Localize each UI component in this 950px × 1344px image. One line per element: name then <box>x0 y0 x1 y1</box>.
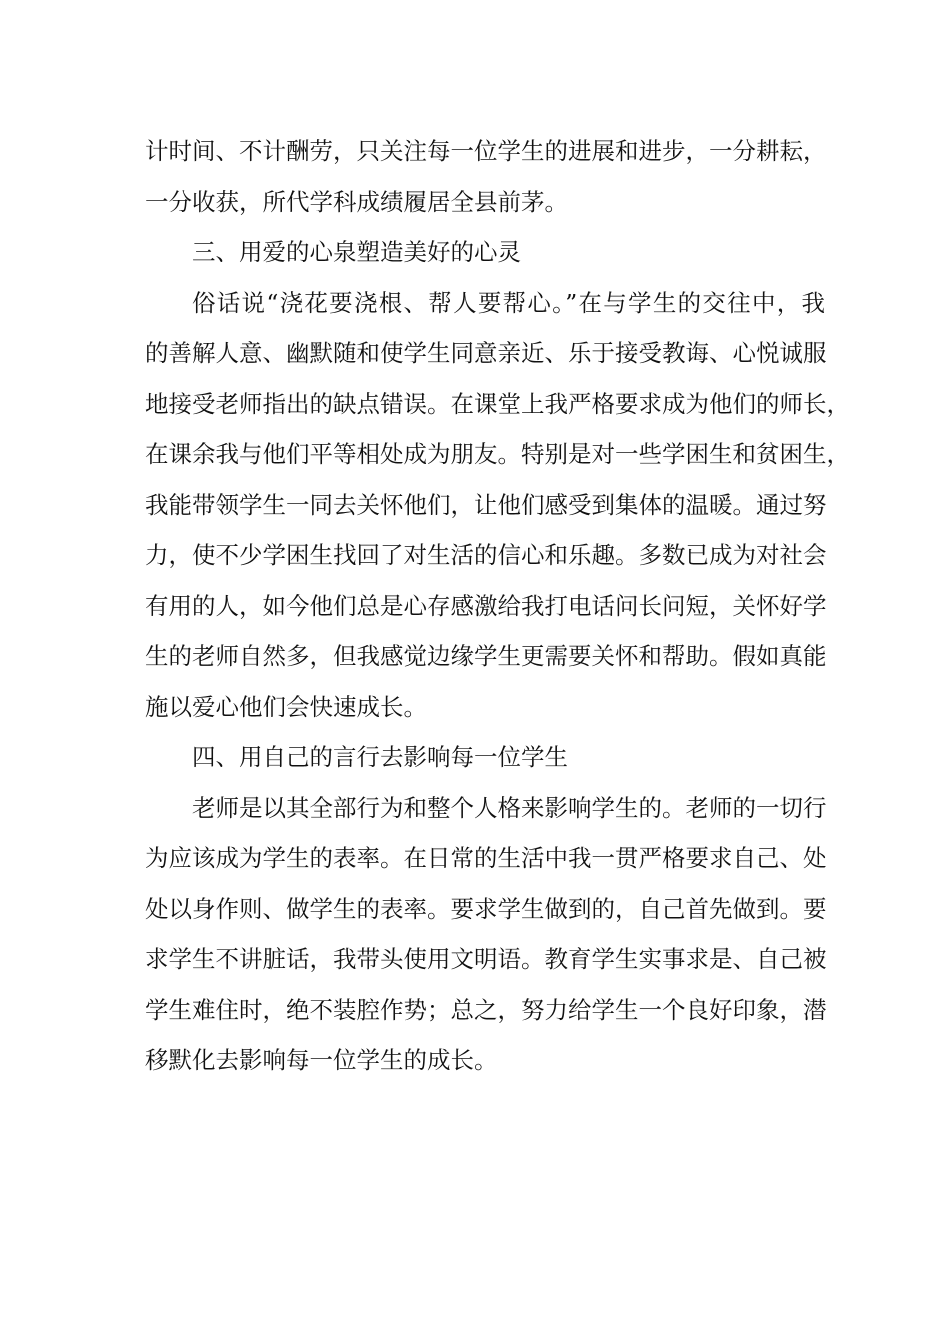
text-line: 为应该成为学生的表率。在日常的生活中我一贯严格要求自己、处 <box>145 844 827 872</box>
text-line: 求学生不讲脏话，我带头使用文明语。教育学生实事求是、自己被 <box>145 945 827 973</box>
text-line: 地接受老师指出的缺点错误。在课堂上我严格要求成为他们的师长， <box>145 389 850 418</box>
text-line: 计时间、不计酬劳，只关注每一位学生的进展和进步，一分耕耘， <box>145 137 827 165</box>
text-line: 老师是以其全部行为和整个人格来影响学生的。老师的一切行 <box>192 793 827 822</box>
document-body <box>145 126 850 1086</box>
text-line: 三、用爱的心泉塑造美好的心灵 <box>192 238 521 266</box>
text-line: 学生难住时，绝不装腔作势；总之，努力给学生一个良好印象，潜 <box>145 995 827 1024</box>
text-line: 移默化去影响每一位学生的成长。 <box>145 1046 498 1074</box>
text-line: 有用的人，如今他们总是心存感激给我打电话问长问短，关怀好学 <box>145 591 827 620</box>
text-line: 在课余我与他们平等相处成为朋友。特别是对一些学困生和贫困生， <box>145 440 850 468</box>
text-line: 俗话说“浇花要浇根、帮人要帮心。”在与学生的交往中，我 <box>192 288 825 317</box>
text-line: 施以爱心他们会快速成长。 <box>145 692 427 721</box>
text-line: 力，使不少学困生找回了对生活的信心和乐趣。多数已成为对社会 <box>145 541 827 569</box>
text-line: 的善解人意、幽默随和使学生同意亲近、乐于接受教诲、心悦诚服 <box>145 339 827 367</box>
text-line: 生的老师自然多，但我感觉边缘学生更需要关怀和帮助。假如真能 <box>145 642 827 670</box>
text-line: 一分收获，所代学科成绩履居全县前茅。 <box>145 187 568 216</box>
text-line: 我能带领学生一同去关怀他们，让他们感受到集体的温暖。通过努 <box>145 490 827 519</box>
text-line: 处以身作则、做学生的表率。要求学生做到的，自己首先做到。要 <box>145 894 827 923</box>
text-line: 四、用自己的言行去影响每一位学生 <box>192 743 568 771</box>
